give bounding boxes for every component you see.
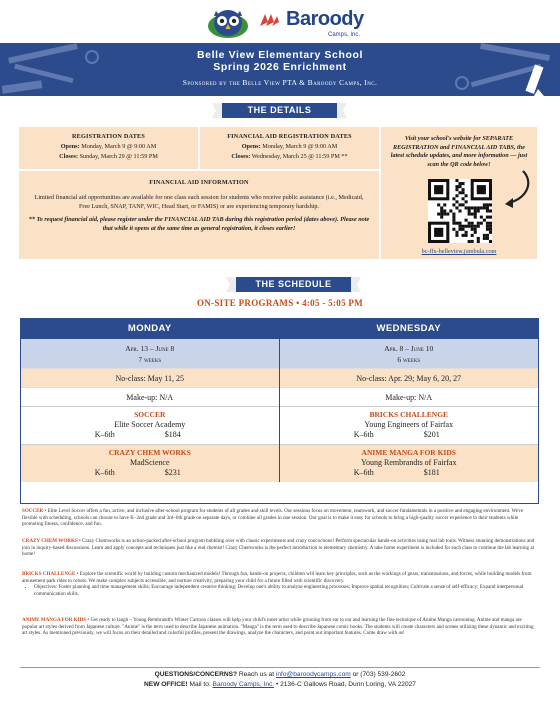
registration-link[interactable]: bc-ffx-belleview.jumbula.com — [421, 248, 497, 255]
details-heading: THE DETAILS — [222, 103, 337, 118]
registration-opens: Opens: Monday, March 9 @ 9:00 AM — [60, 143, 157, 150]
program-bricks: BRICKS CHALLENGE Young Engineers of Fairfax K–6th $201 — [280, 406, 539, 444]
header-banner — [0, 43, 560, 96]
bricks-description: BRICKS CHALLENGE • Explore the scientific world by building custom mechanized models! Through fun, hands-on projects, children will learn key principles, such as the workings of gears, transmissions, and forces, while building models from amusement park rides to robots. We make complex subjects accessible, and nurture creativity, preparing your child for a future filled with scientific discovery. • Objectives: Foster planning and time management skills; Encourage independent creative thinking; Develop one's ability to analyze engineering processes; Improve spatial recognition; Cultivate a sense of self-efficacy; Expand interpersonal communication skills. — [22, 571, 538, 598]
financial-aid-info — [18, 170, 380, 260]
footer — [0, 670, 560, 690]
program-crazy-chem: CRAZY CHEM WORKS MadScience K–6th $231 — [21, 444, 279, 482]
program-title: Spring 2026 Enrichment — [213, 61, 347, 73]
program-soccer: SOCCER Elite Soccer Academy K–6th $184 — [21, 406, 279, 444]
chem-description: CRAZY CHEM WORKS • Crazy Chemworks is an action-packed after-school program bubbling over with classic experiments and crazy concoctions! Perform spectacular hands-on activities using real lab tools. Witness stunning demonstrations and join in inquiry-based discussions. Learn and apply concepts and techniques just like a real chemist! Crazy Chemworks is the perfect introduction to elementary chemistry. A take home experiment is included for each class to continue the lab learning at home! — [22, 538, 535, 558]
brand-name: Baroody — [286, 8, 364, 30]
registration-closes: Closes: Sunday, March 29 @ 11:59 PM — [59, 153, 158, 160]
baroody-logo — [258, 8, 364, 38]
financial-closes: Closes: Wednesday, March 25 @ 11:59 PM ** — [231, 153, 348, 160]
financial-info-text: Limited financial aid opportunities are available for one class each session for students who receive public assistance (i.e., Medicaid, Free Lunch, SNAP, TANF, WIC, Head Start, or FAMIS) or are experiencing temporary hardship. — [34, 194, 364, 210]
schedule-heading: THE SCHEDULE — [236, 277, 351, 292]
baroody-mark-icon — [258, 12, 280, 28]
wednesday-column — [280, 319, 539, 482]
wednesday-makeup: Make-up: N/A — [280, 387, 539, 406]
monday-header: MONDAY — [21, 319, 279, 339]
school-title: Belle View Elementary School — [197, 49, 363, 61]
soccer-description: SOCCER • Elite Level Soccer offers a fun, active, and inclusive after-school program for students of all grades and skill levels. Our sessions focus on movement, teamwork, and soccer fundamentals in a positive and engaging environment. We're flexible with scheduling, schools can choose to have K–2nd grade and 3rd–6th grade on separate days, or combine all grades in one session. Our goal is to make it easy for schools to bring a high-quality soccer experience to their students while promoting fitness, confidence, and fun. — [22, 508, 524, 528]
programs-time: ON-SITE PROGRAMS • 4:05 - 5:05 PM — [196, 298, 364, 308]
qr-code[interactable] — [428, 179, 492, 243]
wednesday-header: WEDNESDAY — [280, 319, 539, 339]
sponsor-line: Sponsored by the Belle View PTA & Baroody Camps, Inc. — [182, 78, 378, 87]
financial-dates-title: FINANCIAL AID REGISTRATION DATES — [227, 133, 352, 140]
schedule-table — [20, 318, 539, 504]
financial-info-title: FINANCIAL AID INFORMATION — [149, 179, 249, 186]
school-owl-logo — [205, 6, 251, 40]
banner-text — [0, 49, 560, 87]
financial-info-note: ** To request financial aid, please register under the FINANCIAL AID TAB during this registration period (dates above). Please note that while it opens at the same time as general registration, it closes earlier! — [28, 216, 370, 232]
financial-aid-dates — [199, 126, 380, 170]
curved-arrow-icon — [503, 169, 531, 209]
brand-sub: Camps, Inc. — [328, 32, 361, 38]
anime-description: ANIME MANGA FOR KIDS • Get ready to laugh – Young Rembrandt's Winter Cartoon classes will help your child's inner artist while grinning from ear to ear and learning the fine technique of Anime Manga cartooning. Anime and manga are popular art styles derived from Japanese culture. "Anime" is the term used to describe Japanese animation. "Manga" is the term used to describe Japanese comic books. The students will create characters and scenes utilizing these dynamic and exciting art styles. As mentioned previously, we will focus on their detailed and colorful profiles, present the drawings, analyze the characters, and point out important features. Come draw with us! — [22, 617, 534, 637]
bricks-objectives: • Objectives: Foster planning and time management skills; Encourage independent creative thinking; Develop one's ability to analyze engineering processes; Improve spatial recognition; Cultivate a sense of self-efficacy; Expand interpersonal communication skills. — [34, 584, 538, 597]
footer-divider — [20, 667, 540, 668]
registration-dates — [18, 126, 199, 170]
monday-column — [21, 319, 280, 482]
monday-noclass: No-class: May 11, 25 — [21, 368, 279, 387]
footer-contact: QUESTIONS/CONCERNS? Reach us at info@baroodycamps.com or (703) 539-2602 — [154, 671, 406, 678]
monday-dates: Apr. 13 – June 8 7 weeks — [21, 339, 279, 368]
financial-opens: Opens: Monday, March 9 @ 9:00 AM — [241, 143, 338, 150]
program-anime: ANIME MANGA FOR KIDS Young Rembrandts of Fairfax K–6th $181 — [280, 444, 539, 482]
wednesday-noclass: No-class: Apr. 29; May 6, 20, 27 — [280, 368, 539, 387]
registration-title: REGISTRATION DATES — [72, 133, 145, 140]
footer-address: NEW OFFICE! Mail to: Baroody Camps, Inc. • 2136-C Gallows Road, Dunn Loring, VA 22027 — [144, 681, 416, 688]
qr-section — [380, 126, 538, 260]
logo-row — [0, 6, 560, 42]
details-block — [18, 126, 538, 260]
company-link[interactable]: Baroody Camps, Inc. — [212, 681, 275, 688]
monday-makeup: Make-up: N/A — [21, 387, 279, 406]
wednesday-dates: Apr. 8 – June 10 6 weeks — [280, 339, 539, 368]
email-link[interactable]: info@baroodycamps.com — [275, 671, 351, 678]
qr-instructions: Visit your school's website for SEPARATE REGISTRATION and FINANCIAL AID TABS, the latest schedule updates, and more information — just scan the QR code below! — [390, 135, 528, 168]
